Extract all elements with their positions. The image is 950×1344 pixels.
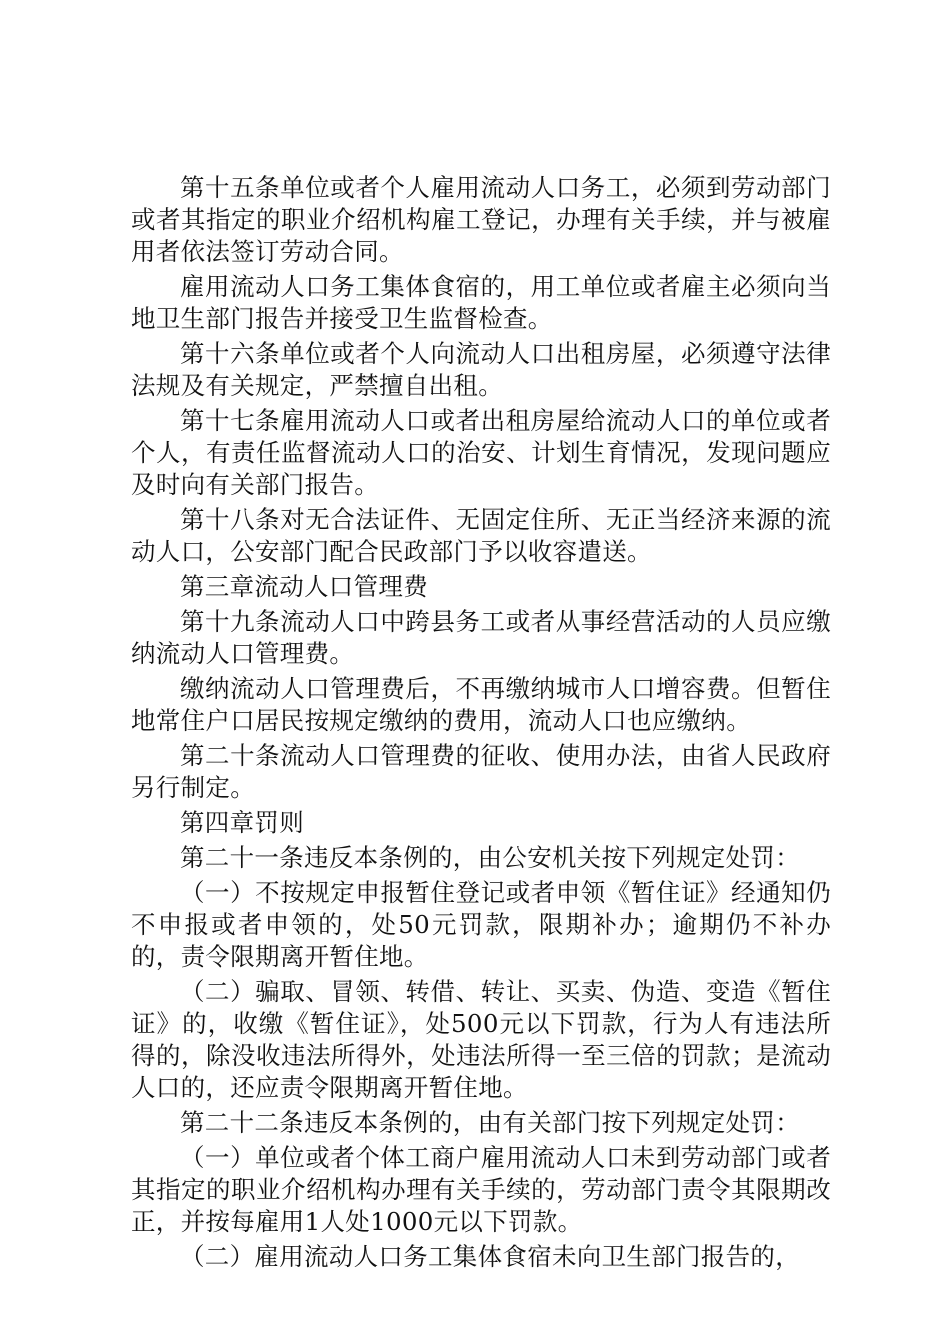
article-17-paragraph: 第十七条雇用流动人口或者出租房屋给流动人口的单位或者个人，有责任监督流动人口的治安、计划生育情况，发现问题应及时向有关部门报告。 — [131, 406, 831, 499]
article-21-item-2: （二）骗取、冒领、转借、转让、买卖、伪造、变造《暂住证》的，收缴《暂住证》，处500元以下罚款，行为人有违法所得的，除没收违法所得外，处违法所得一至三倍的罚款；是流动人口的，还应责令限期离开暂住地。 — [131, 977, 831, 1102]
article-16-paragraph: 第十六条单位或者个人向流动人口出租房屋，必须遵守法律法规及有关规定，严禁擅自出租。 — [131, 339, 831, 400]
article-19-fee-paragraph: 缴纳流动人口管理费后，不再缴纳城市人口增容费。但暂住地常住户口居民按规定缴纳的费用，流动人口也应缴纳。 — [131, 674, 831, 735]
article-22-item-2: （二）雇用流动人口务工集体食宿未向卫生部门报告的， — [180, 1242, 800, 1271]
chapter-3-heading: 第三章流动人口管理费 — [180, 572, 428, 601]
article-19-paragraph: 第十九条流动人口中跨县务工或者从事经营活动的人员应缴纳流动人口管理费。 — [131, 607, 831, 668]
article-15-paragraph: 第十五条单位或者个人雇用流动人口务工，必须到劳动部门或者其指定的职业介绍机构雇工登记，办理有关手续，并与被雇用者依法签订劳动合同。 — [131, 173, 831, 266]
article-20-paragraph: 第二十条流动人口管理费的征收、使用办法，由省人民政府另行制定。 — [131, 741, 831, 802]
article-22-item-1: （一）单位或者个体工商户雇用流动人口未到劳动部门或者其指定的职业介绍机构办理有关手续的，劳动部门责令其限期改正，并按每雇用1人处1000元以下罚款。 — [131, 1143, 831, 1236]
article-21-paragraph: 第二十一条违反本条例的，由公安机关按下列规定处罚： — [180, 843, 800, 872]
chapter-4-heading: 第四章罚则 — [180, 808, 304, 837]
article-22-paragraph: 第二十二条违反本条例的，由有关部门按下列规定处罚： — [180, 1108, 800, 1137]
article-15-collective-lodging-paragraph: 雇用流动人口务工集体食宿的，用工单位或者雇主必须向当地卫生部门报告并接受卫生监督检查。 — [131, 272, 831, 333]
document-body — [131, 172, 831, 1273]
article-21-item-1: （一）不按规定申报暂住登记或者申领《暂住证》经通知仍不申报或者申领的，处50元罚款，限期补办；逾期仍不补办的，责令限期离开暂住地。 — [131, 878, 831, 971]
article-18-paragraph: 第十八条对无合法证件、无固定住所、无正当经济来源的流动人口，公安部门配合民政部门予以收容遣送。 — [131, 505, 831, 566]
